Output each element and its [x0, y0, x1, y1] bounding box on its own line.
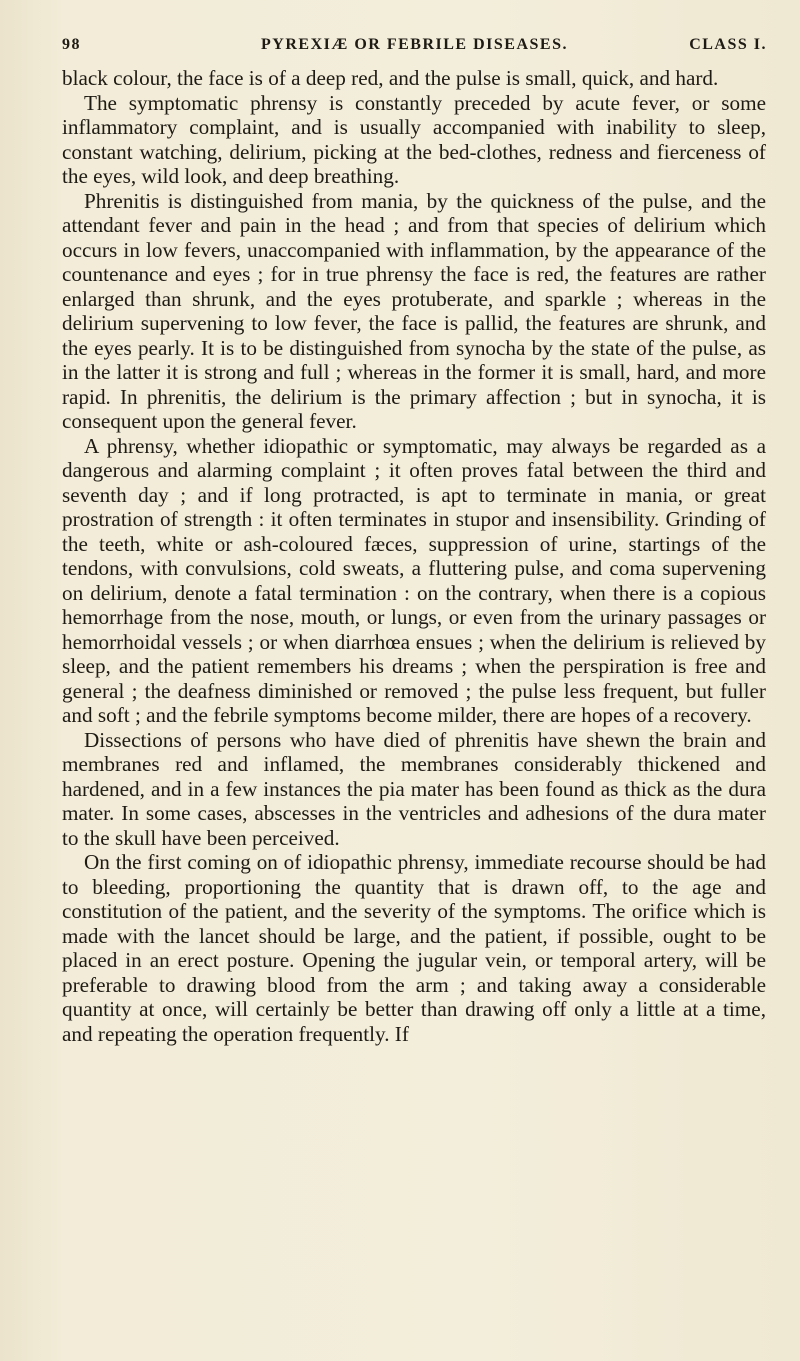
- running-header: [62, 36, 767, 60]
- body-text: [62, 66, 766, 1046]
- running-title: PYREXIÆ OR FEBRILE DISEASES.: [261, 36, 568, 53]
- class-label: CLASS I.: [689, 36, 767, 53]
- paragraph: A phrensy, whether idiopathic or symptomatic, may always be regarded as a dangerous and alarming complaint ; it often proves fatal between the third and seventh day ; and if long protracted, is apt to terminate in mania, or great prostration of strength : it often terminates in stupor and insensibility. Grinding of the teeth, white or ash-coloured fæces, suppression of urine, startings of the tendons, with convulsions, cold sweats, a fluttering pulse, and coma supervening on delirium, denote a fatal termination : on the contrary, when there is a copious hemorrhage from the nose, mouth, or lungs, or even from the urinary passages or hemorrhoidal vessels ; or when diarrhœa ensues ; when the delirium is relieved by sleep, and the patient remembers his dreams ; when the perspiration is free and general ; the deafness diminished or removed ; the pulse less frequent, but fuller and soft ; and the febrile symptoms become milder, there are hopes of a recovery.: [62, 433, 766, 727]
- paragraph: On the first coming on of idiopathic phrensy, immediate recourse should be had to bleeding, proportioning the quantity that is drawn off, to the age and constitution of the patient, and the severity of the symptoms. The orifice which is made with the lancet should be large, and the patient, if possible, ought to be placed in an erect posture. Opening the jugular vein, or temporal artery, will be preferable to drawing blood from the arm ; and taking away a considerable quantity at once, will certainly be better than drawing off only a little at a time, and repeating the operation frequently. If: [62, 850, 766, 1046]
- paragraph: The symptomatic phrensy is constantly preceded by acute fever, or some inflammatory complaint, and is usually accompanied with inability to sleep, constant watching, delirium, picking at the bed-clothes, redness and fierceness of the eyes, wild look, and deep breathing.: [62, 90, 766, 188]
- paragraph: black colour, the face is of a deep red, and the pulse is small, quick, and hard.: [62, 66, 719, 90]
- page-number: 98: [62, 36, 81, 53]
- paragraph: Phrenitis is distinguished from mania, by the quickness of the pulse, and the attendant fever and pain in the head ; and from that species of delirium which occurs in low fevers, unaccompanied with inflammation, by the appearance of the countenance and eyes ; for in true phrensy the face is red, the features are rather enlarged than shrunk, and the eyes protuberate, and sparkle ; whereas in the delirium supervening to low fever, the face is pallid, the features are shrunk, and the eyes pearly. It is to be distinguished from synocha by the state of the pulse, as in the latter it is strong and full ; whereas in the former it is small, hard, and more rapid. In phrenitis, the delirium is the primary affection ; but in synocha, it is consequent upon the general fever.: [62, 188, 766, 433]
- paragraph: Dissections of persons who have died of phrenitis have shewn the brain and membranes red and inflamed, the membranes considerably thickened and hardened, and in a few instances the pia mater has been found as thick as the dura mater. In some cases, abscesses in the ventricles and adhesions of the dura mater to the skull have been perceived.: [62, 727, 766, 850]
